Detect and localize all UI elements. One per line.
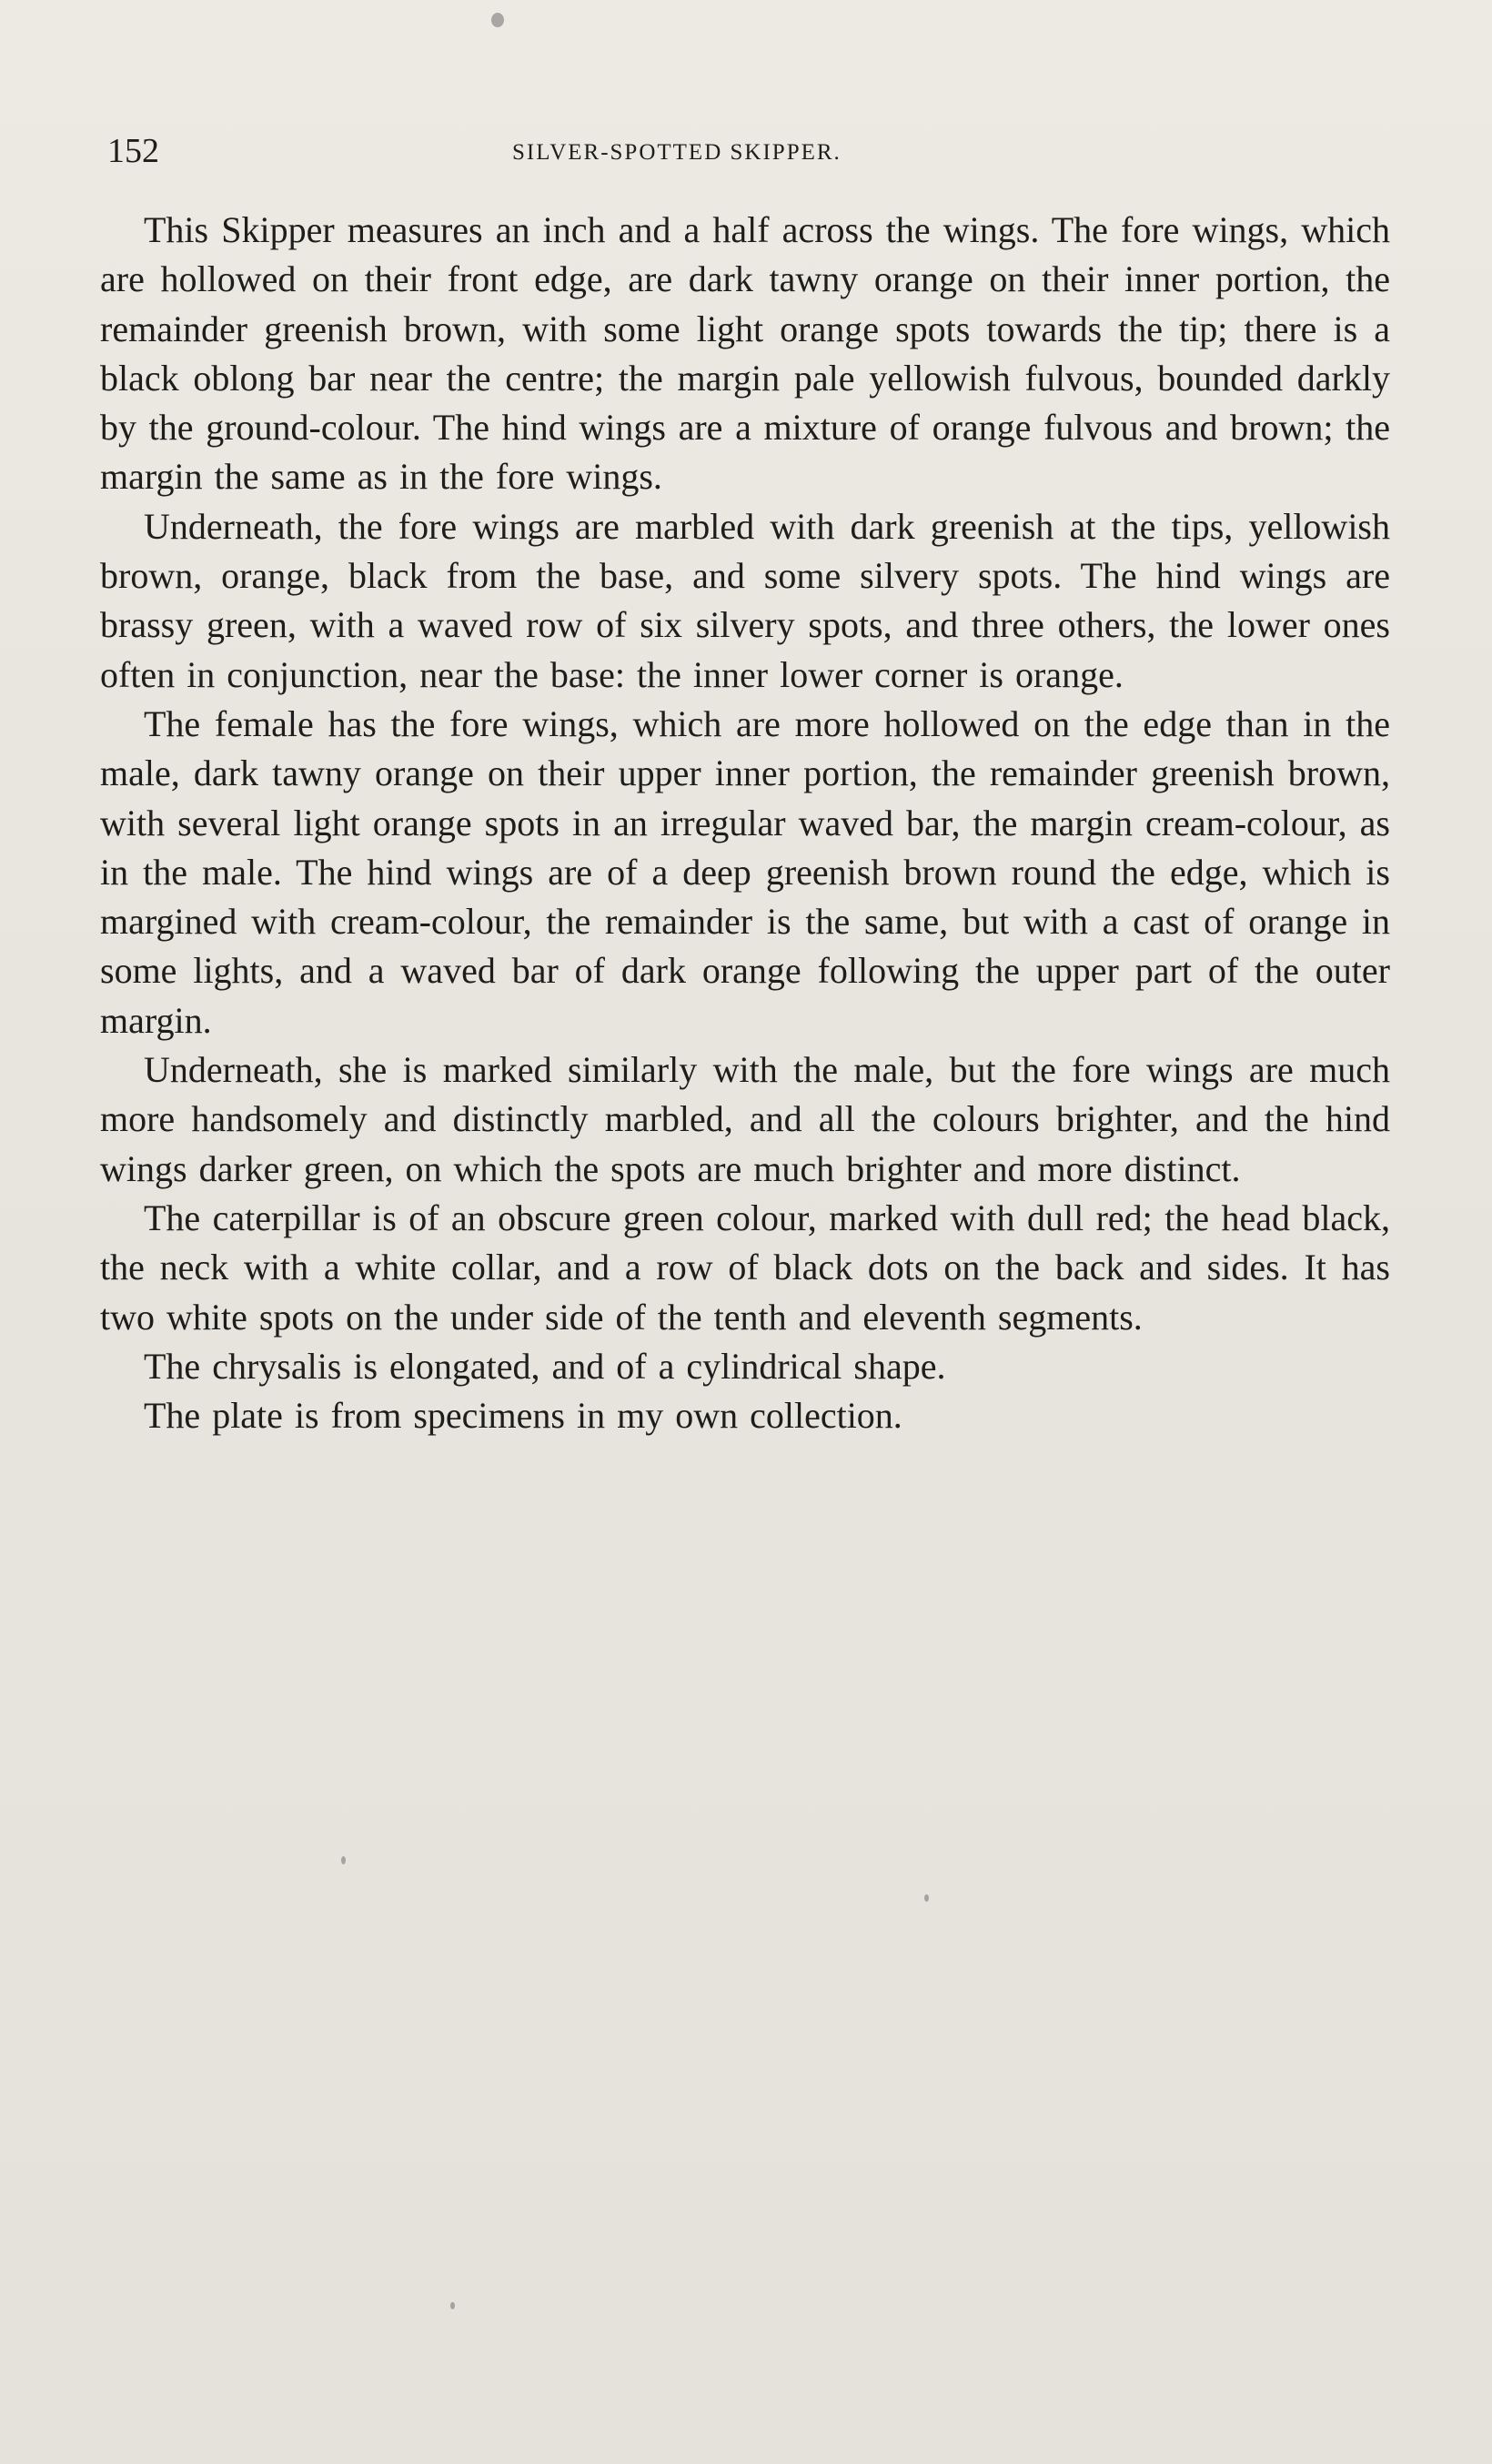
page-number: 152 [107, 132, 159, 170]
paragraph-plate: The plate is from specimens in my own collection. [144, 1395, 902, 1437]
paper-speck [450, 2302, 455, 2309]
paragraph-female-underside: Underneath, she is marked similarly with the male, but the fore wings are much more handsomely and distinctly marbled, and all the colours brighter, and the hind wings darker green, on which the spots are much brighter and more distinct. [100, 1049, 1390, 1189]
paragraph-female: The female has the fore wings, which are more hollowed on the edge than in the male, dark tawny orange on their upper inner portion, the remainder greenish brown, with several light orange spots in an irregular waved bar, the margin cream-colour, as in the male. The hind wings are of a deep greenish brown round the edge, which is margined with cream-colour, the remainder is the same, but with a cast of orange in some lights, and a waved bar of dark orange following the upper part of the outer margin. [100, 702, 1390, 1041]
running-head [107, 127, 1390, 182]
paragraph-chrysalis: The chrysalis is elongated, and of a cylindrical shape. [144, 1345, 946, 1387]
paper-speck [491, 13, 504, 27]
paper-speck [341, 1856, 346, 1864]
paragraph-underside: Underneath, the fore wings are marbled with dark greenish at the tips, yellowish brown, orange, black from the base, and some silvery spots. The hind wings are brassy green, with a waved row of six silvery spots, and three others, the lower ones often in conjunction, near the base: the inner lower corner is orange. [100, 505, 1390, 695]
text-body [100, 206, 1390, 1440]
running-title: SILVER-SPOTTED SKIPPER. [512, 140, 842, 165]
paragraph-caterpillar: The caterpillar is of an obscure green colour, marked with dull red; the head black, the neck with a white collar, and a row of black dots on the back and sides. It has two white spots on the under side of the tenth and eleventh segments. [100, 1197, 1390, 1338]
paper-speck [924, 1894, 929, 1902]
paragraph-description: This Skipper measures an inch and a half across the wings. The fore wings, which are hollowed on their front edge, are dark tawny orange on their inner portion, the remainder greenish brown, with some light orange spots towards the tip; there is a black oblong bar near the centre; the margin pale yellowish fulvous, bounded darkly by the ground-colour. The hind wings are a mixture of orange fulvous and brown; the margin the same as in the fore wings. [100, 209, 1390, 498]
